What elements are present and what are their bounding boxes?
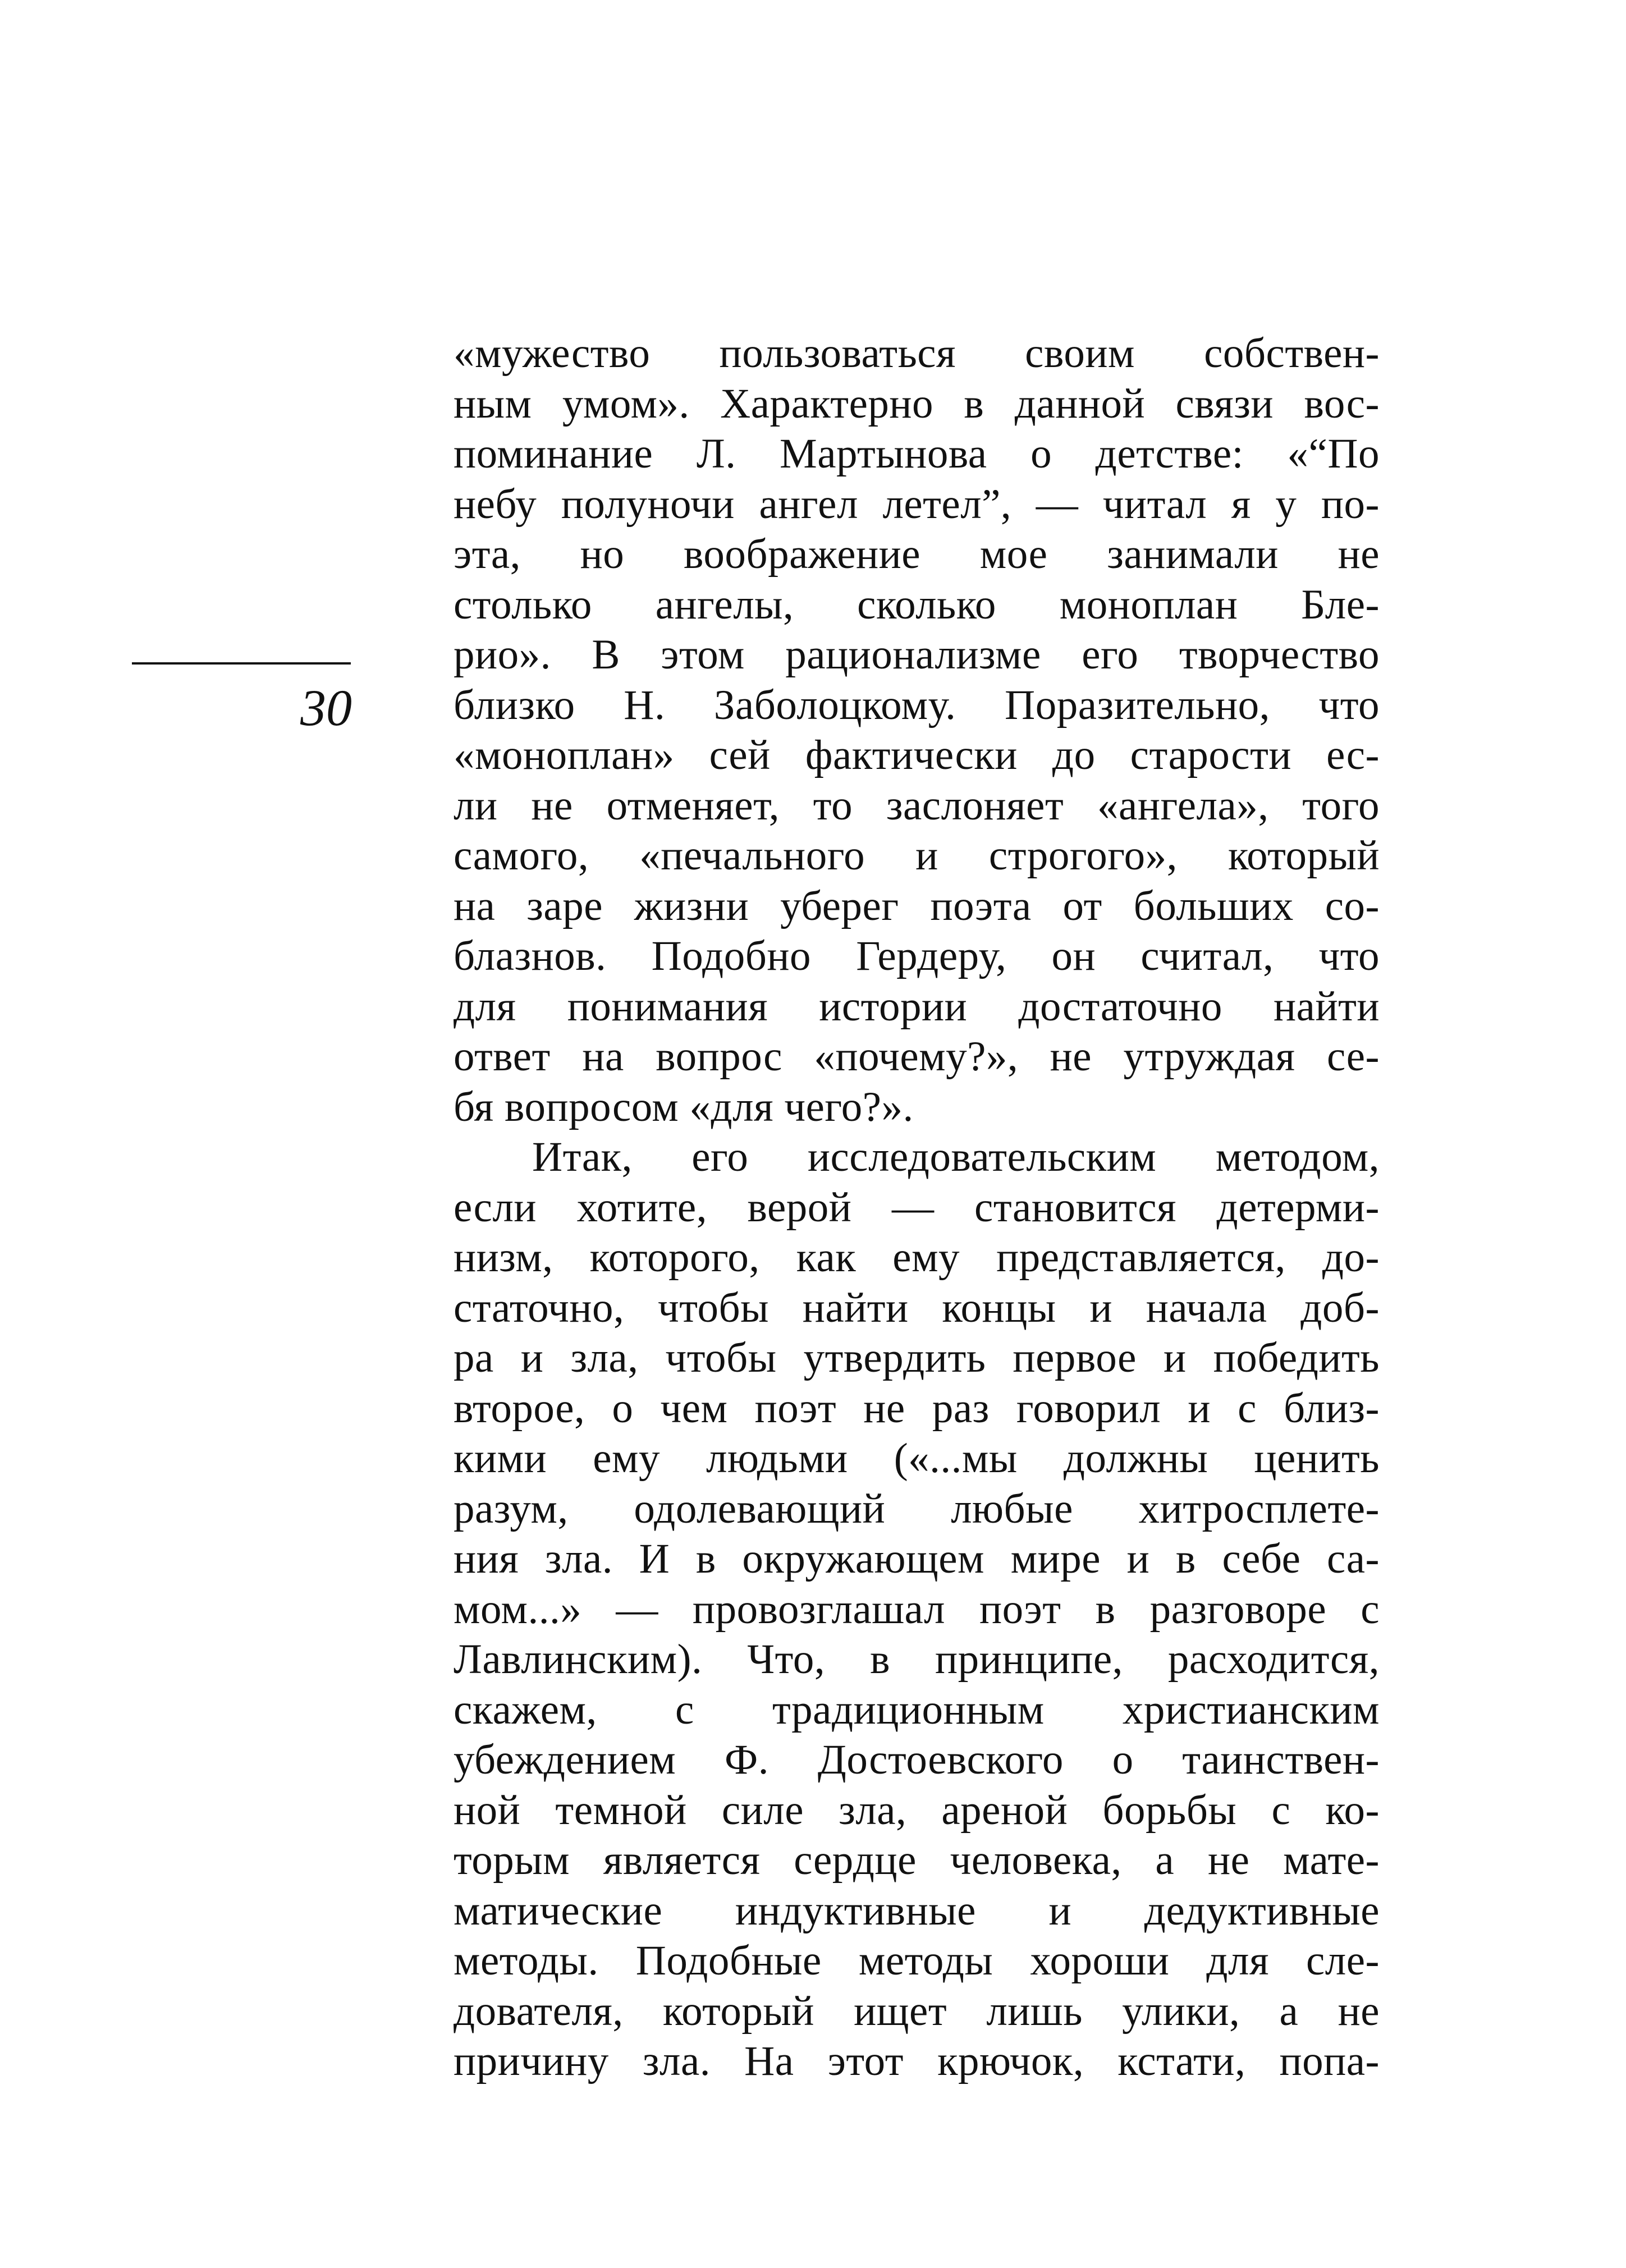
text-line: мом...» — провозглашал поэт в разговоре с: [454, 1586, 1380, 1633]
text-line: блазнов. Подобно Гердеру, он считал, что: [454, 933, 1380, 979]
text-line: ным умом». Характерно в данной связи вос-: [454, 380, 1380, 427]
text-line: дователя, который ищет лишь улики, а не: [454, 1987, 1380, 2035]
text-line: низм, которого, как ему представляется, до-: [454, 1234, 1380, 1281]
text-line: скажем, с традиционным христианским: [454, 1686, 1380, 1733]
text-line: «моноплан» сей фактически до старости ес-: [454, 732, 1380, 778]
text-line: если хотите, верой — становится детерми-: [454, 1184, 1380, 1231]
text-line: Лавлинским). Что, в принципе, расходится,: [454, 1636, 1380, 1683]
text-line: ответ на вопрос «почему?», не утруждая се-: [454, 1033, 1380, 1080]
text-line: методы. Подобные методы хороши для сле-: [454, 1937, 1380, 1984]
text-line: матические индуктивные и дедуктивные: [454, 1887, 1380, 1934]
text-line: торым является сердце человека, а не мате-: [454, 1837, 1380, 1884]
text-line: причину зла. На этот крючок, кстати, попа-: [454, 2038, 1380, 2084]
text-line: эта, но воображение мое занимали не: [454, 531, 1380, 578]
paragraph-end-line: бя вопросом «для чего?».: [454, 1083, 914, 1130]
text-line: для понимания истории достаточно найти: [454, 983, 1380, 1030]
text-line: второе, о чем поэт не раз говорил и с близ-: [454, 1385, 1380, 1432]
text-line: близко Н. Заболоцкому. Поразительно, что: [454, 681, 1380, 728]
paragraph-start-line: Итак, его исследовательским методом,: [532, 1134, 1380, 1180]
text-line: ной темной силе зла, ареной борьбы с ко-: [454, 1786, 1380, 1834]
text-line: разум, одолевающий любые хитросплете-: [454, 1485, 1380, 1532]
text-line: «мужество пользоваться своим собствен-: [454, 330, 1380, 377]
body-text: [454, 328, 1380, 2087]
text-line: статочно, чтобы найти концы и начала доб-: [454, 1284, 1380, 1331]
text-line: ния зла. И в окружающем мире и в себе са-: [454, 1536, 1380, 1582]
margin-rule: [132, 662, 351, 665]
text-line: ра и зла, чтобы утвердить первое и победить: [454, 1335, 1380, 1381]
text-line: небу полуночи ангел летел”, — читал я у по-: [454, 480, 1380, 528]
text-line: поминание Л. Мартынова о детстве: «“По: [454, 430, 1380, 477]
text-line: на заре жизни уберег поэта от больших со-: [454, 882, 1380, 929]
text-line: кими ему людьми («...мы должны ценить: [454, 1435, 1380, 1482]
text-line: столько ангелы, сколько моноплан Бле-: [454, 581, 1380, 628]
text-line: рио». В этом рационализме его творчество: [454, 631, 1380, 678]
text-line: убеждением Ф. Достоевского о таинствен-: [454, 1736, 1380, 1783]
text-line: ли не отменяет, то заслоняет «ангела», того: [454, 782, 1380, 829]
page-number: 30: [300, 679, 352, 736]
text-line: самого, «печального и строгого», который: [454, 832, 1380, 879]
